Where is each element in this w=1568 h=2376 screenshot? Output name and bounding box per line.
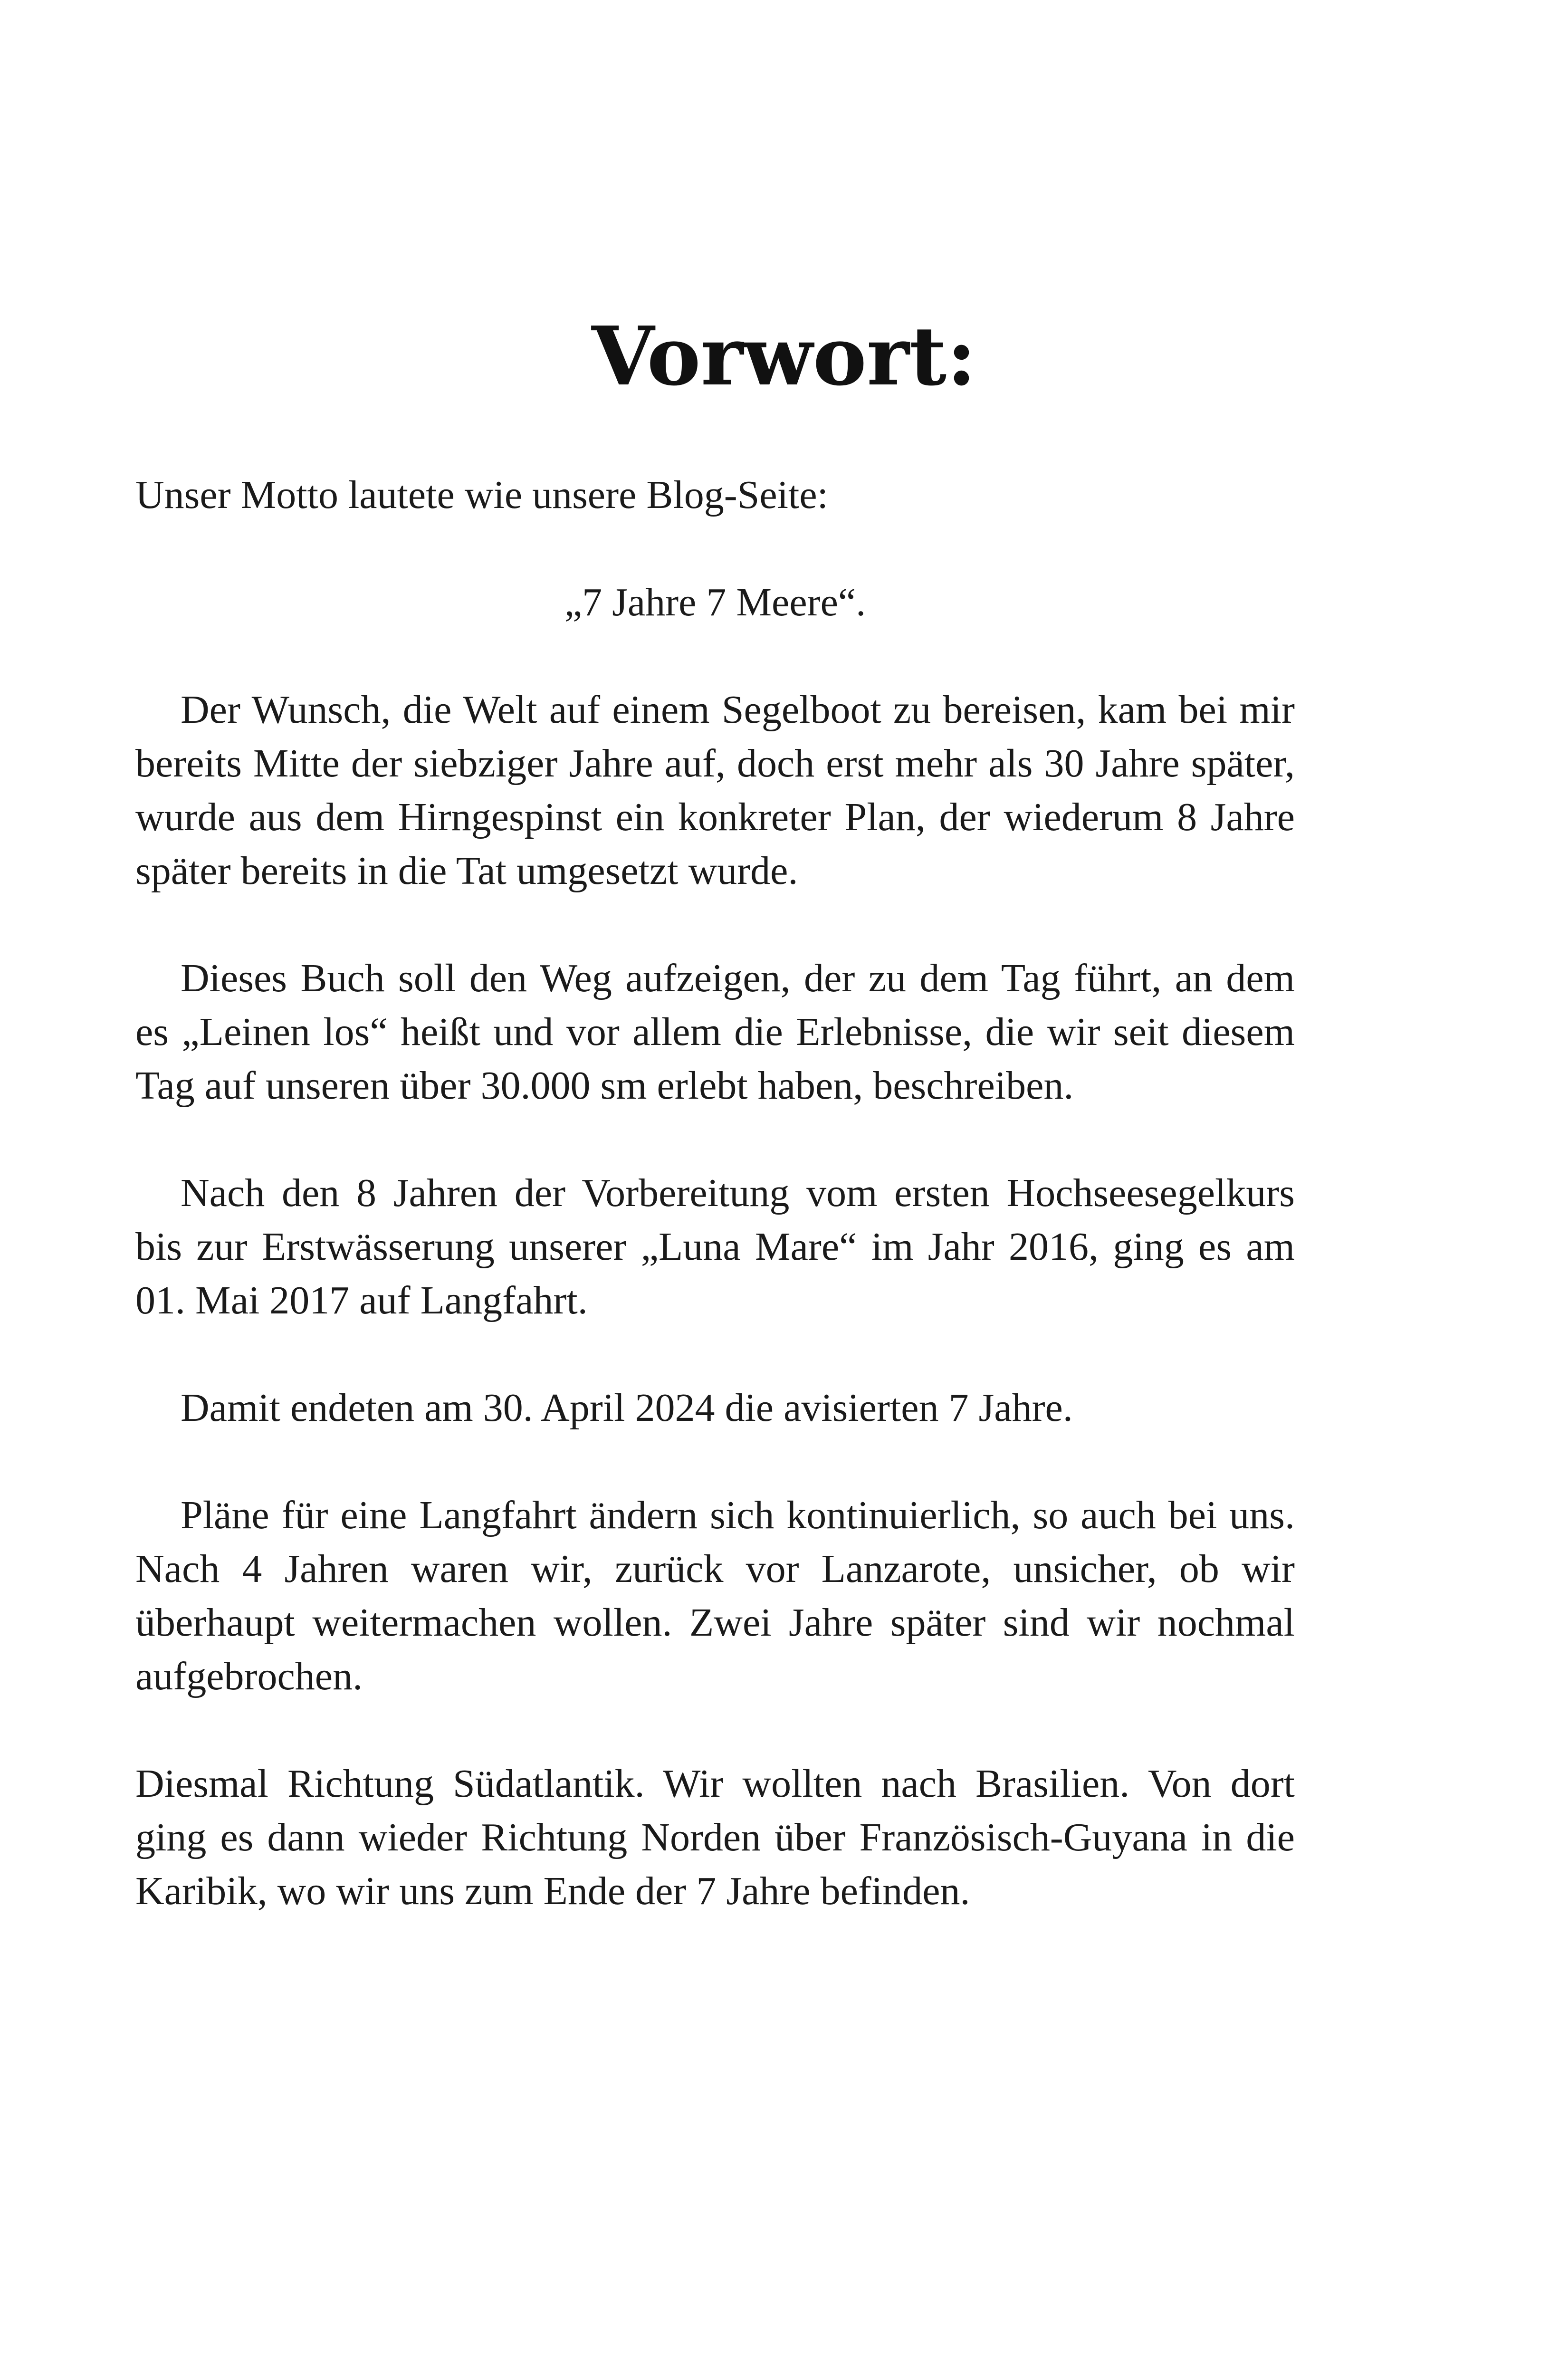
paragraph-plans-change: Pläne für eine Langfahrt ändern sich kontinuierlich, so auch bei uns. Nach 4 Jahren waren wir, zurück vor Lanzarote, unsicher, ob wir überhaupt weitermachen wollen. Zwei Jahre später sind wir nochmal aufgebrochen.	[135, 1493, 1295, 1698]
paragraph-end-date: Damit endeten am 30. April 2024 die avisierten 7 Jahre.	[181, 1386, 1073, 1430]
paragraph-preparation: Nach den 8 Jahren der Vorbereitung vom ersten Hochseesegelkurs bis zur Erstwässerung unserer „Luna Mare“ im Jahr 2016, ging es am 01. Mai 2017 auf Langfahrt.	[135, 1171, 1295, 1322]
paragraph-motto-intro: Unser Motto lautete wie unsere Blog-Seite:	[135, 473, 828, 517]
paragraph-wish: Der Wunsch, die Welt auf einem Segelboot zu bereisen, kam bei mir bereits Mitte der siebziger Jahre auf, doch erst mehr als 30 Jahre später, wurde aus dem Hirngespinst ein konkreter Plan, der wiederum 8 Jahre später bereits in die Tat umgesetzt wurde.	[135, 688, 1295, 893]
paragraph-motto: „7 Jahre 7 Meere“.	[564, 580, 866, 624]
paragraph-book-purpose: Dieses Buch soll den Weg aufzeigen, der zu dem Tag führt, an dem es „Leinen los“ heißt und vor allem die Erlebnisse, die wir seit diesem Tag auf unseren über 30.000 sm erlebt haben, beschreiben.	[135, 956, 1295, 1108]
page-title: Vorwort:	[592, 309, 976, 404]
paragraph-south-atlantic: Diesmal Richtung Südatlantik. Wir wollten nach Brasilien. Von dort ging es dann wieder Richtung Norden über Französisch-Guyana in die Karibik, wo wir uns zum Ende der 7 Jahre befinden.	[135, 1762, 1295, 1913]
preface-body	[135, 468, 1295, 1972]
